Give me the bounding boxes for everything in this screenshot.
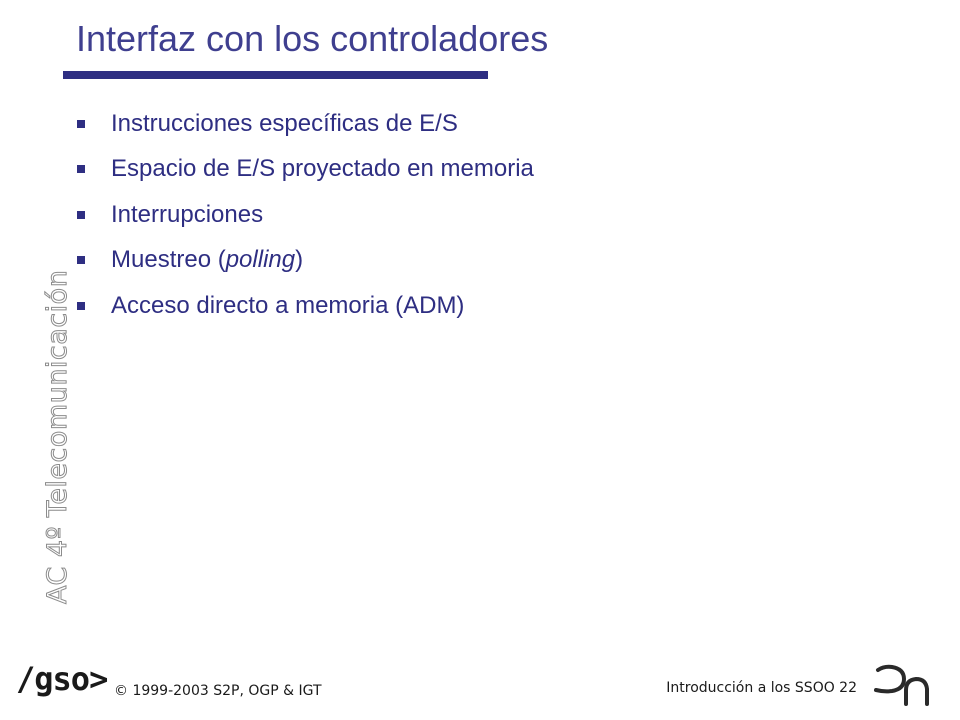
square-bullet-icon [77,211,85,219]
institution-logo-icon [870,660,945,710]
bullet-text: Interrupciones [111,200,264,228]
bullet-text: Espacio de E/S proyectado en memoria [111,155,534,183]
course-side-label: AC 4º Telecomunicación [42,269,73,604]
bullet-text: Acceso directo a memoria (ADM) [111,291,465,319]
bullet-text-emphasis: polling [225,246,296,274]
title-underline [63,71,488,79]
bullet-list [77,101,534,329]
bullet-text-prefix: Muestreo ( [111,246,226,274]
bullet-text [111,246,303,274]
bullet-item [77,192,534,238]
bullet-item [77,101,534,147]
gso-logo: /gso> [16,660,108,698]
square-bullet-icon [77,165,85,173]
bullet-text: Instrucciones específicas de E/S [111,109,458,137]
square-bullet-icon [77,256,85,264]
bullet-item [77,238,534,284]
bullet-item [77,147,534,193]
copyright-text: © 1999-2003 S2P, OGP & IGT [114,683,322,699]
slide-title: Interfaz con los controladores [76,18,549,59]
course-page-label: Introducción a los SSOO 22 [666,680,857,696]
bullet-item [77,283,534,329]
square-bullet-icon [77,302,85,310]
bullet-text-suffix: ) [295,246,304,274]
square-bullet-icon [77,120,85,128]
